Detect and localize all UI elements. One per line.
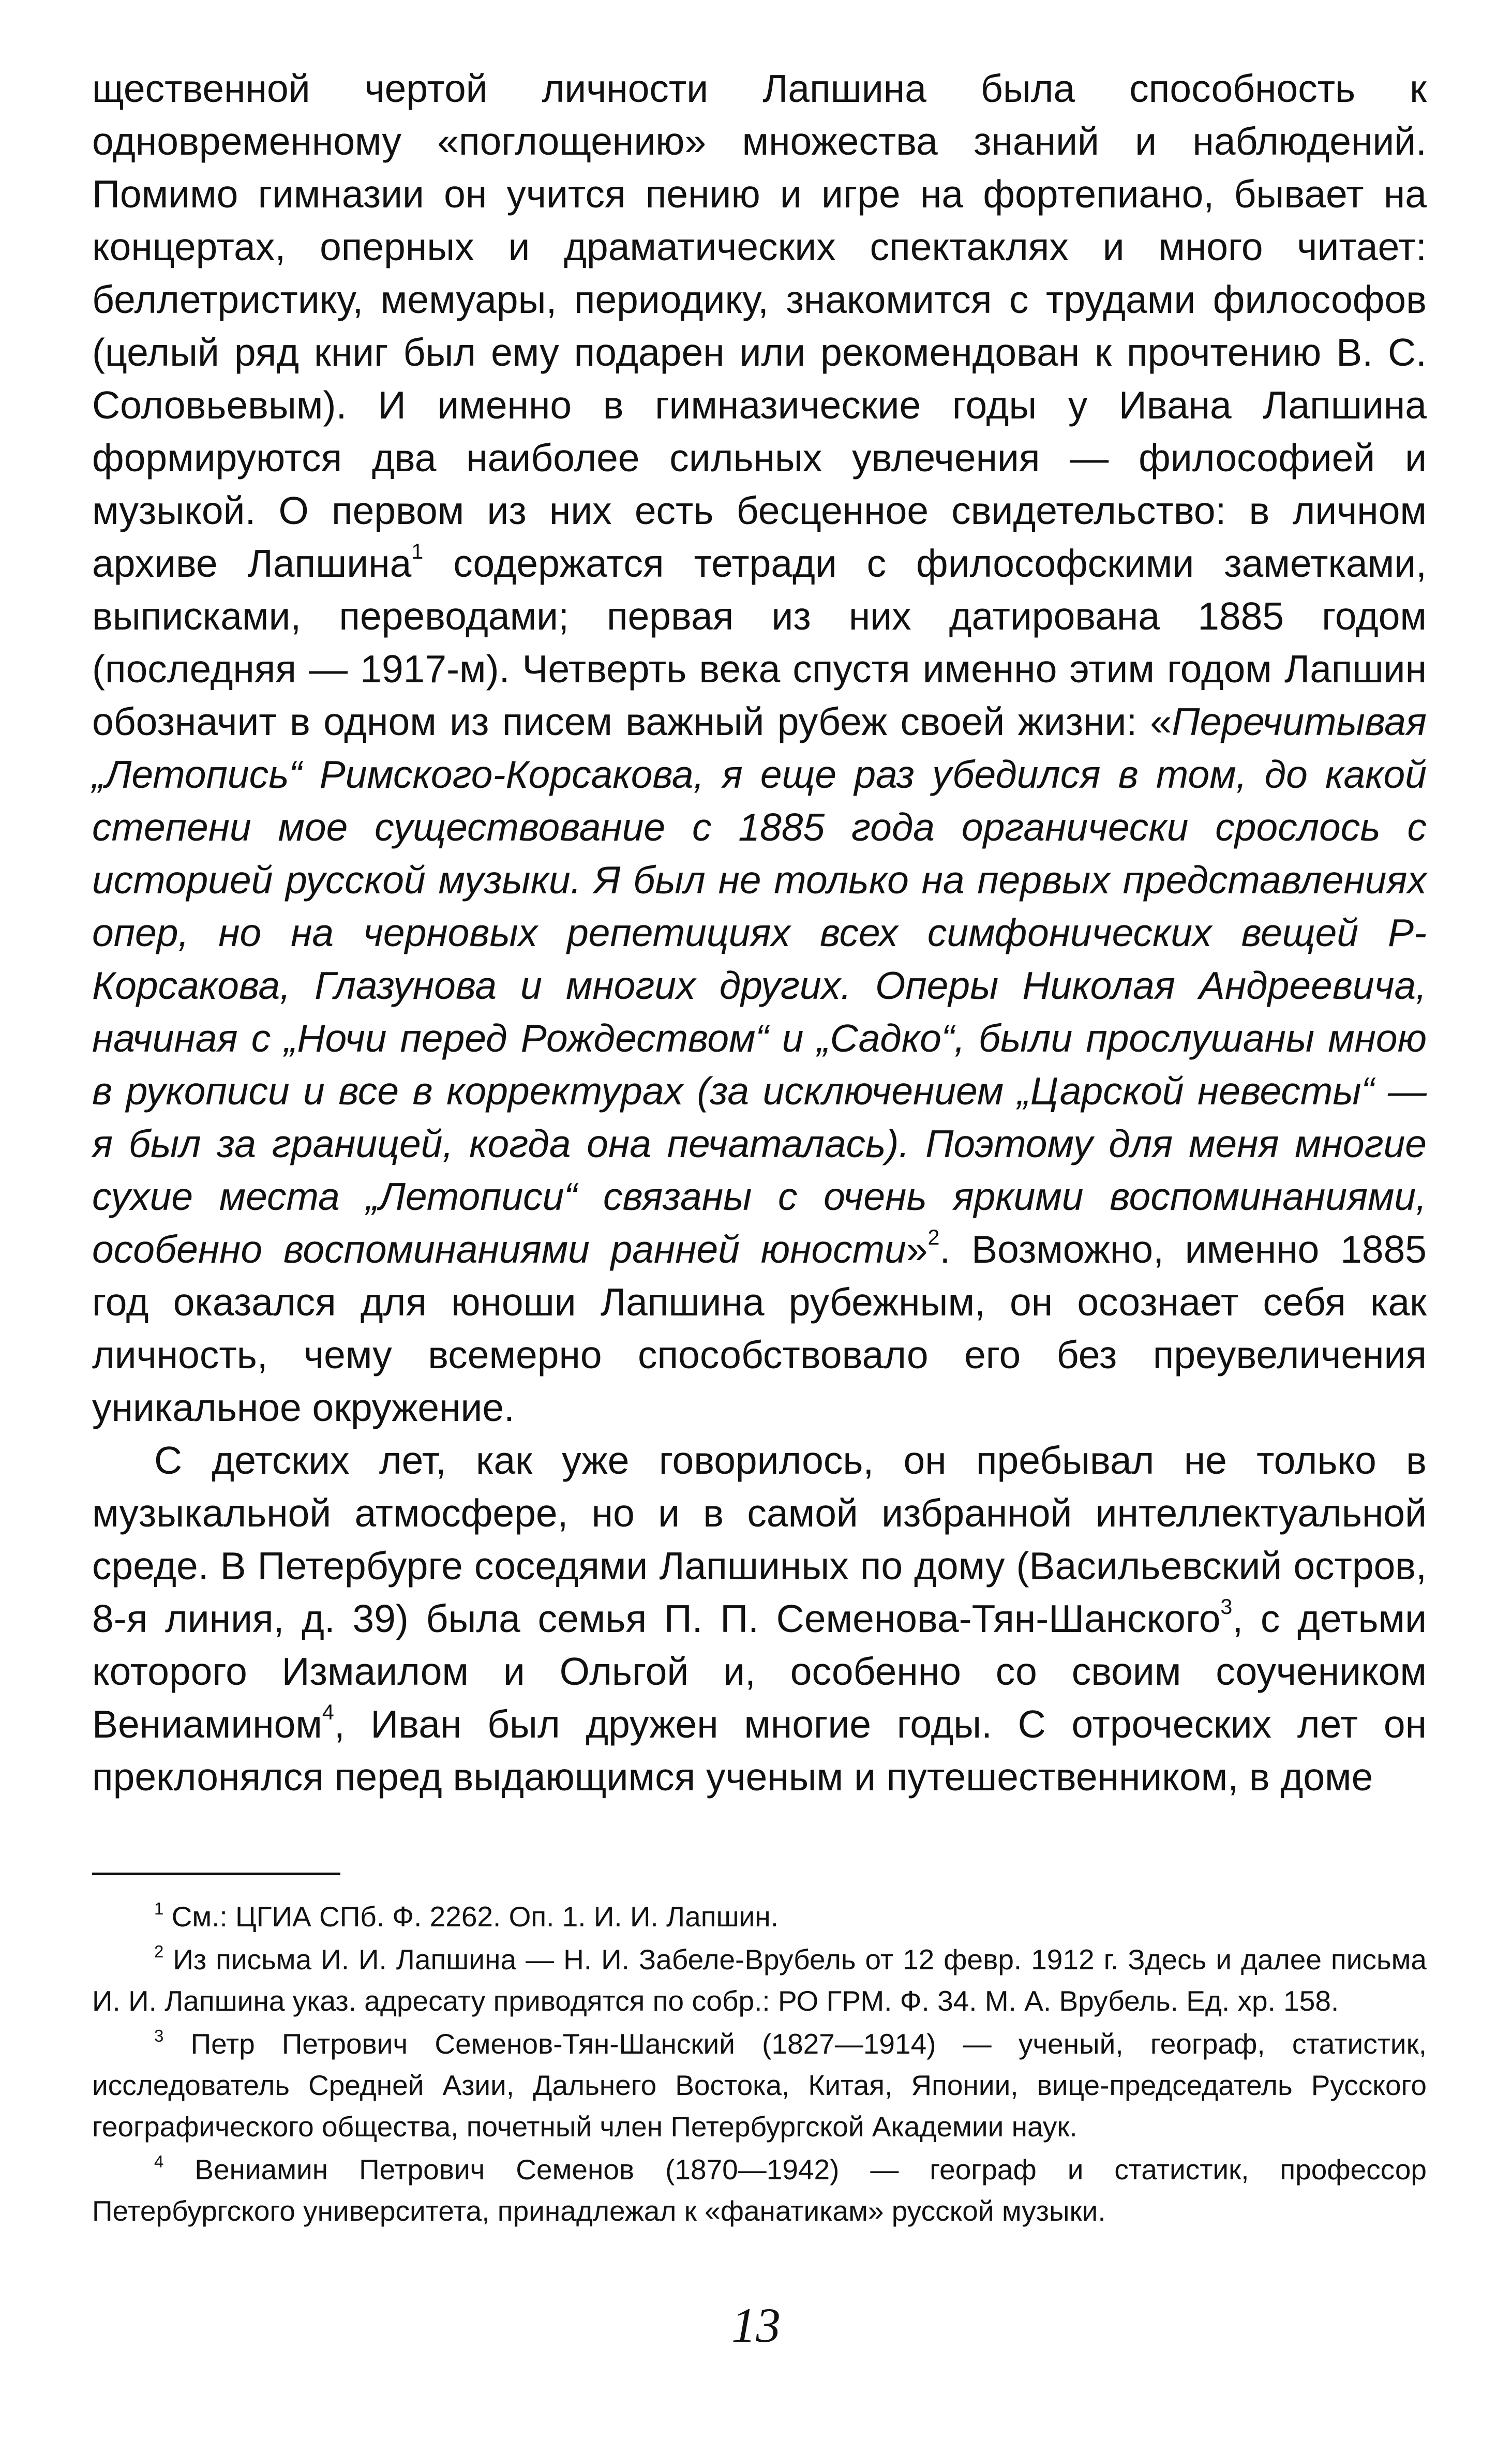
footnote-2-number: 2: [154, 1941, 164, 1961]
footnote-2-text: Из письма И. И. Лапшина — Н. И. Забеле-Врубель от 12 февр. 1912 г. Здесь и далее письма И. И. Лапшина указ. адресату приводятся по собр.: РО ГРМ. Ф. 34. М. А. Врубель. Ед. хр. 158.: [92, 1943, 1427, 2017]
paragraph-1-text-d: . Возможно, именно 1885 год оказался для юноши Лапшина рубежным, он осознает себя как личность, чему всемерно способствовало его без преувеличения уникальное окружение.: [92, 1228, 1427, 1429]
footnote-ref-1[interactable]: 1: [411, 539, 424, 563]
footnote-divider: [92, 1873, 340, 1875]
page-number: 13: [731, 2298, 781, 2353]
footnote-1-number: 1: [154, 1898, 164, 1918]
quotation-italic: Перечитывая „Летопись“ Римского-Корсакова, я еще раз убедился в том, до какой степени мое существование с 1885 года органически срослось с историей русской музыки. Я был не только на первых представлениях опер, но на черновых репетициях всех симфонических вещей Р-Корсакова, Глазунова и многих других. Оперы Николая Андреевича, начиная с „Ночи перед Рождеством“ и „Садко“, были прослушаны мною в рукописи и все в корректурах (за исключением „Царской невесты“ — я был за границей, когда она печаталась). Поэтому для меня многие сухие места „Летописи“ связаны с очень яркими воспоминаниями, особенно воспоминаниями ранней юности: [92, 700, 1427, 1271]
page-body: [92, 62, 1427, 1803]
footnotes-section: [92, 1896, 1427, 2233]
quote-close-mark: »: [906, 1228, 928, 1271]
footnote-4-number: 4: [154, 2151, 164, 2171]
paragraph-1-text-b: содержатся тетради с философскими заметками, выписками, переводами; первая из них датирована 1885 годом (последняя — 1917-м). Четверть века спустя именно этим годом Лапшин обозначит в одном из писем важный рубеж своей жизни: «: [92, 542, 1427, 743]
paragraph-2: [92, 1434, 1427, 1803]
footnote-1: [92, 1896, 1427, 1937]
paragraph-1: [92, 62, 1427, 1434]
footnote-ref-3[interactable]: 3: [1220, 1594, 1233, 1619]
paragraph-2-text-a: С детских лет, как уже говорилось, он пребывал не только в музыкальной атмосфере, но и в самой избранной интеллектуальной среде. В Петербурге соседями Лапшиных по дому (Васильевский остров, 8-я линия, д. 39) была семья П. П. Семенова-Тян-Шанского: [92, 1439, 1427, 1640]
footnote-1-text: См.: ЦГИА СПб. Ф. 2262. Оп. 1. И. И. Лапшин.: [163, 1901, 779, 1933]
footnote-ref-4[interactable]: 4: [322, 1700, 334, 1724]
footnote-3-number: 3: [154, 2026, 164, 2045]
footnote-ref-2[interactable]: 2: [927, 1225, 940, 1249]
footnote-4: [92, 2149, 1427, 2232]
footnote-4-text: Вениамин Петрович Семенов (1870—1942) — географ и статистик, профессор Петербургского университета, принадлежал к «фанатикам» русской музыки.: [92, 2153, 1427, 2227]
paragraph-2-text-b: , с детьми которого Измаилом и Ольгой и, особенно со своим соучеником Вениамином: [92, 1597, 1427, 1746]
footnote-3-text: Петр Петрович Семенов-Тян-Шанский (1827—1914) — ученый, географ, статистик, исследователь Средней Азии, Дальнего Востока, Китая, Японии, вице-председатель Русского географического общества, почетный член Петербургской Академии наук.: [92, 2028, 1427, 2143]
footnote-2: [92, 1939, 1427, 2022]
footnote-3: [92, 2023, 1427, 2147]
paragraph-1-text-a: щественной чертой личности Лапшина была способность к одновременному «поглощению» множества знаний и наблюдений. Помимо гимназии он учится пению и игре на фортепиано, бывает на концертах, оперных и драматических спектаклях и много читает: беллетристику, мемуары, периодику, знакомится с трудами философов (целый ряд книг был ему подарен или рекомендован к прочтению В. С. Соловьевым). И именно в гимназические годы у Ивана Лапшина формируются два наиболее сильных увлечения — философией и музыкой. О первом из них есть бесценное свидетельство: в личном архиве Лапшина: [92, 67, 1427, 585]
paragraph-2-text-c: , Иван был дружен многие годы. С отроческих лет он преклонялся перед выдающимся ученым и путешественником, в доме: [92, 1702, 1427, 1799]
